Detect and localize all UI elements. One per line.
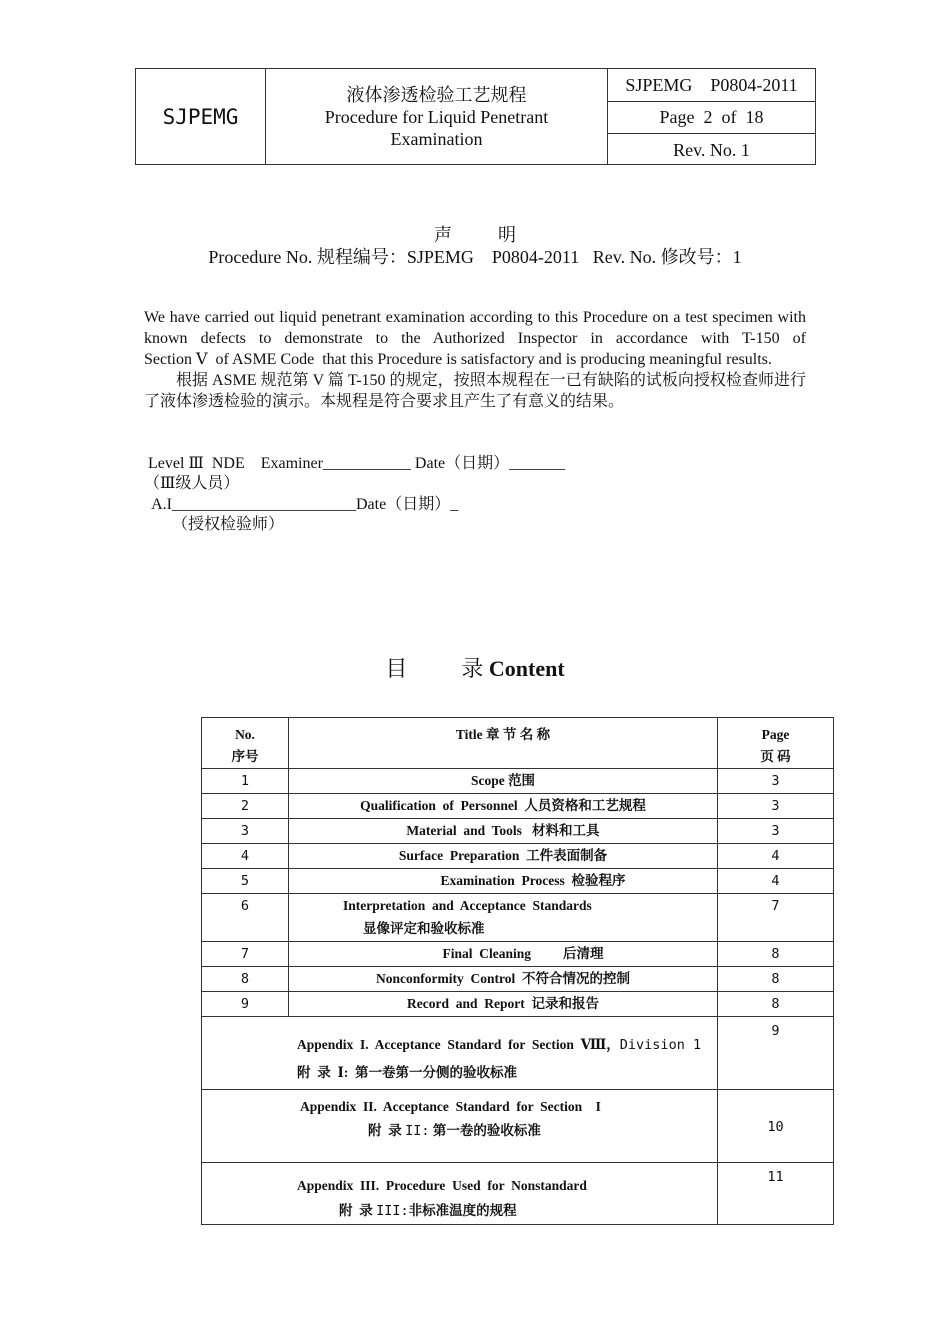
declaration-en [144,307,806,370]
row-title: Qualification of Personnel 人员资格和工艺规程 [289,794,718,819]
appendix-row [202,1163,834,1225]
table-row [202,992,834,1017]
table-row [202,894,834,942]
col-page-en: Page [761,727,790,742]
row-title-cn: 后清理 [563,946,604,961]
row-title: Surface Preparation 工件表面制备 [289,844,718,869]
appendix-row [202,1090,834,1163]
doc-number: SJPEMG P0804-2011 [608,69,815,102]
row-no: 5 [202,869,289,894]
row-page: 3 [718,769,834,794]
contents-table [201,717,834,1225]
examiner-signature-line: Level Ⅲ NDE Examiner___________ Date（日期）_______ [148,455,566,472]
declaration-en-1: We have carried out liquid penetrant examination according to this Procedure on a test specimen with known defects to demonstrate to the Authorized Inspector in accordance with T-150 of [144,309,806,347]
heading-char-2: 明 [498,225,516,245]
table-row [202,869,834,894]
row-no: 7 [202,942,289,967]
heading-char-1: 声 [434,225,452,245]
appendix-title-cn-c: 第一卷的验收标准 [429,1123,541,1138]
row-title [289,894,718,942]
row-title-en: Interpretation and Acceptance Standards [343,898,592,913]
company-logo: SJPEMG [136,69,266,164]
appendix-title-cn-c: 非标准温度的规程 [408,1203,517,1218]
row-page: 7 [718,894,834,942]
appendix-row [202,1017,834,1090]
appendix-page: 10 [718,1090,834,1163]
title-en-2: Examination [390,128,483,149]
row-title: Examination Process 检验程序 [289,869,718,894]
row-no: 2 [202,794,289,819]
appendix-title-cn: 附 录 Ⅰ: 第一卷第一分侧的验收标准 [297,1065,518,1080]
appendix-page: 11 [718,1163,834,1225]
row-page: 3 [718,794,834,819]
row-no: 3 [202,819,289,844]
table-row [202,819,834,844]
col-no-cn: 序号 [231,749,259,764]
row-no: 8 [202,967,289,992]
revision-number: Rev. No. 1 [673,140,750,160]
row-no: 4 [202,844,289,869]
title-cn: 液体渗透检验工艺规程 [346,84,527,105]
col-page-cn: 页 码 [760,749,791,764]
appendix-title-en: Appendix III. Procedure Used for Nonstandard [297,1178,587,1193]
table-row [202,942,834,967]
row-page: 8 [718,942,834,967]
table-header-row [202,718,834,769]
row-page: 8 [718,992,834,1017]
row-no: 9 [202,992,289,1017]
appendix-title-tail: Division 1 [619,1037,702,1053]
table-row [202,769,834,794]
examiner-label-cn: （Ⅲ级人员） [144,475,240,492]
row-no: 6 [202,894,289,942]
row-title-cn: 显像评定和验收标准 [363,921,485,936]
page-number: Page 2 of 18 [608,102,815,134]
row-title: Record and Report 记录和报告 [289,992,718,1017]
declaration-cn: 根据 ASME 规范第 V 篇 T-150 的规定，按照本规程在一已有缺陷的试板向授权检查师进行了液体渗透检验的演示。本规程是符合要求且产生了有意义的结果。 [144,372,806,410]
procedure-number-line: Procedure No. 规程编号：SJPEMG P0804-2011 Rev. No. 修改号：1 [208,247,742,267]
declaration-en-2: Section Ⅴ of ASME Code that this Procedure is satisfactory and is producing meaningful results. [144,351,772,368]
appendix-title [202,1017,718,1090]
header-title [266,69,608,164]
header-info [608,69,815,164]
appendix-title-cn-b: II: [405,1123,430,1139]
contents-heading [0,652,950,683]
row-no: 1 [202,769,289,794]
row-page: 4 [718,844,834,869]
title-en-1: Procedure for Liquid Penetrant [324,106,549,127]
row-title: Material and Tools 材料和工具 [289,819,718,844]
col-page-header [718,718,834,769]
appendix-page: 9 [718,1017,834,1090]
appendix-title-cn-a: 附 录 [368,1123,406,1138]
inspector-label-cn: （授权检验师） [148,516,285,533]
contents-heading-en: Content [488,656,565,681]
col-no-en: No. [235,727,255,742]
appendix-title-en: Appendix II. Acceptance Standard for Section I [300,1099,601,1114]
contents-heading-cn-2: 录 [461,656,484,681]
row-title-en: Final Cleaning [442,946,531,961]
table-row [202,967,834,992]
row-page: 3 [718,819,834,844]
row-page: 8 [718,967,834,992]
appendix-title-en: Appendix I. Acceptance Standard for Section Ⅷ， [297,1037,620,1052]
col-title-header: Title 章 节 名 称 [289,718,718,769]
appendix-title [202,1090,718,1163]
inspector-signature-line: A.I_______________________Date（日期）_ [148,496,459,513]
table-row [202,794,834,819]
row-title [289,942,718,967]
col-no-header [202,718,289,769]
document-header [135,68,816,165]
row-title: Scope 范围 [289,769,718,794]
table-row [202,844,834,869]
appendix-title-cn-a: 附 录 [339,1203,377,1218]
row-title: Nonconformity Control 不符合情况的控制 [289,967,718,992]
appendix-title-cn-b: III: [376,1203,409,1219]
row-page: 4 [718,869,834,894]
appendix-title [202,1163,718,1225]
contents-heading-cn-1: 目 [385,656,408,681]
